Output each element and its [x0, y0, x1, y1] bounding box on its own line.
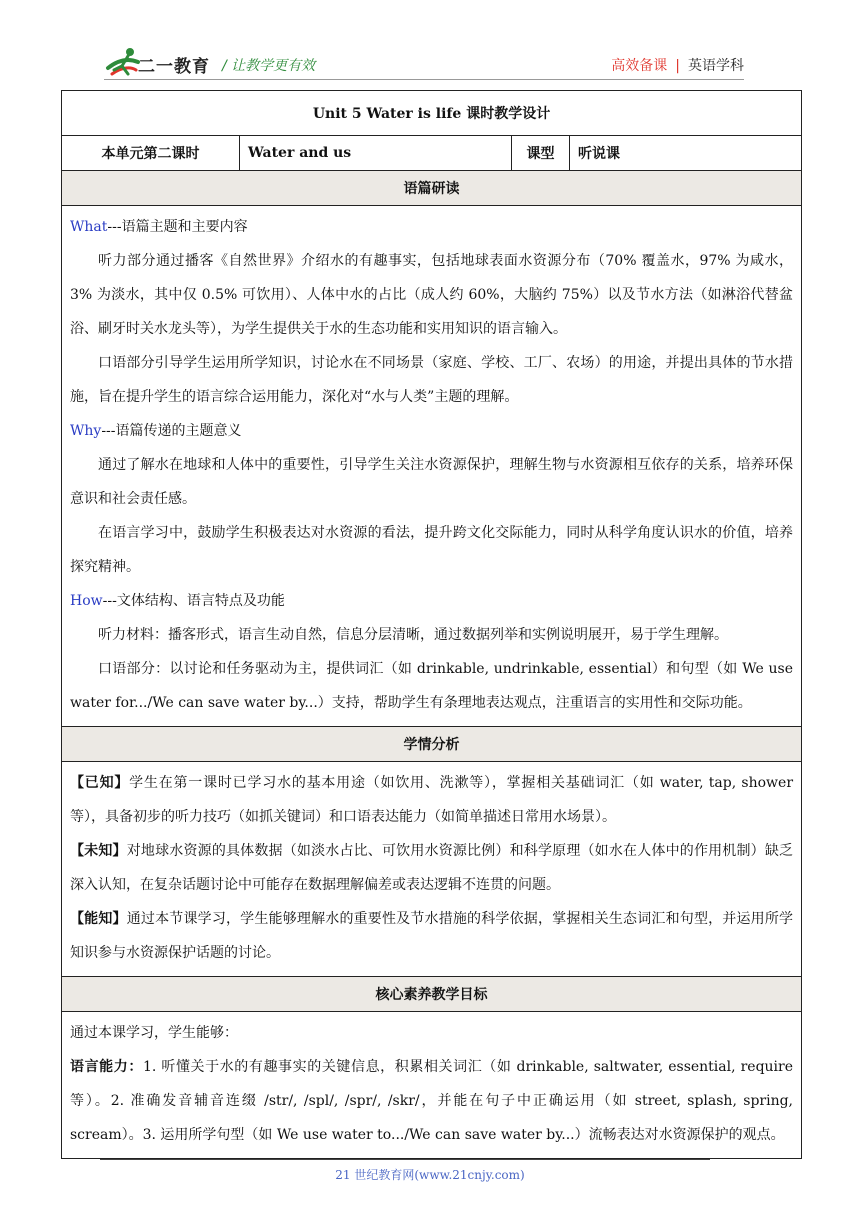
lesson-type-value: 听说课 — [570, 136, 802, 171]
paragraph: 口语部分：以讨论和任务驱动为主，提供词汇（如 drinkable, undrinkable, essential）和句型（如 We use water for.../We can save water by...）支持，帮助学生有条理地表达观点，注重语言的实用性和交际功能。 — [70, 661, 794, 711]
header-subject — [611, 55, 744, 75]
goals-intro: 通过本课学习，学生能够： — [70, 1025, 238, 1041]
slogan: / 让教学更有效 — [222, 58, 316, 74]
paragraph: 口语部分引导学生运用所学知识，讨论水在不同场景（家庭、学校、工厂、农场）的用途，并提出具体的节水措施，旨在提升学生的语言综合运用能力，深化对“水与人类”主题的理解。 — [70, 355, 794, 405]
core-goals-content — [62, 1012, 802, 1159]
logo-text: 二一教育 — [138, 57, 210, 77]
lesson-plan-table — [61, 90, 802, 1159]
how-subtitle: ---文体结构、语言特点及功能 — [102, 593, 285, 609]
able-paragraph — [70, 902, 793, 970]
header-subject-name: 英语学科 — [688, 58, 744, 74]
why-subtitle: ---语篇传递的主题意义 — [101, 423, 242, 439]
paragraph: 通过了解水在地球和人体中的重要性，引导学生关注水资源保护，理解生物与水资源相互依存的关系，培养环保意识和社会责任感。 — [70, 457, 794, 507]
section-heading-text-study: 语篇研读 — [62, 171, 802, 206]
unknown-paragraph — [70, 834, 793, 902]
known-tag: 【已知】 — [70, 775, 130, 791]
what-heading — [70, 210, 793, 244]
lesson-topic: Water and us — [240, 136, 512, 171]
able-text: 通过本节课学习，学生能够理解水的重要性及节水措施的科学依据，掌握相关生态词汇和句型，并运用所学知识参与水资源保护话题的讨论。 — [70, 911, 794, 961]
how-keyword: How — [70, 593, 103, 609]
lesson-number: 本单元第二课时 — [62, 136, 240, 171]
header-primary: 高效备课 — [611, 58, 668, 74]
header-separator: | — [675, 58, 680, 74]
footer-text: 21 世纪教育网(www.21cnjy.com) — [335, 1168, 525, 1182]
known-text: 学生在第一课时已学习水的基本用途（如饮用、洗漱等），掌握相关基础词汇（如 water, tap, shower 等），具备初步的听力技巧（如抓关键词）和口语表达能力（如简单描述日常用水场景）。 — [70, 775, 794, 825]
section-heading-core-goals: 核心素养教学目标 — [62, 977, 802, 1012]
paragraph: 听力部分通过播客《自然世界》介绍水的有趣事实，包括地球表面水资源分布（70% 覆盖水，97% 为咸水，3% 为淡水，其中仅 0.5% 可饮用）、人体中水的占比（成人约 60%，大脑约 75%）以及节水方法（如淋浴代替盆浴、刷牙时关水龙头等），为学生提供关于水的生态功能和实用知识的语言输入。 — [70, 253, 794, 337]
lesson-type-label: 课型 — [512, 136, 570, 171]
paragraph: 在语言学习中，鼓励学生积极表达对水资源的看法，提升跨文化交际能力，同时从科学角度认识水的价值，培养探究精神。 — [70, 525, 794, 575]
what-keyword: What — [70, 219, 108, 235]
student-analysis-content — [62, 762, 802, 977]
language-goals — [70, 1050, 793, 1152]
able-tag: 【能知】 — [70, 911, 127, 927]
unknown-text: 对地球水资源的具体数据（如淡水占比、可饮用水资源比例）和科学原理（如水在人体中的作用机制）缺乏深入认知，在复杂话题讨论中可能存在数据理解偏差或表达逻辑不连贯的问题。 — [70, 843, 794, 893]
section-heading-student-analysis: 学情分析 — [62, 727, 802, 762]
document-title: Unit 5 Water is life 课时教学设计 — [62, 91, 802, 136]
page-header — [0, 0, 860, 88]
why-keyword: Why — [70, 423, 102, 439]
why-heading — [70, 414, 793, 448]
footer-divider — [100, 1159, 710, 1160]
known-paragraph — [70, 766, 793, 834]
how-heading — [70, 584, 793, 618]
language-goals-text: 1. 听懂关于水的有趣事实的关键信息，积累相关词汇（如 drinkable, saltwater, essential, require 等）。2. 准确发音辅音连缀 /str/, /spl/, /spr/, /skr/，并能在句子中正确运用（如 street, splash, spring, scream）。3. 运用所学句型（如 We use water to.../We can save water by...）流畅表达对水资源保护的观点。 — [70, 1059, 794, 1143]
header-divider — [104, 79, 744, 80]
paragraph: 听力材料：播客形式，语言生动自然，信息分层清晰，通过数据列举和实例说明展开，易于学生理解。 — [98, 627, 728, 643]
text-study-content — [62, 206, 802, 727]
language-goals-label: 语言能力： — [70, 1059, 143, 1075]
what-subtitle: ---语篇主题和主要内容 — [107, 219, 248, 235]
unknown-tag: 【未知】 — [70, 843, 127, 859]
